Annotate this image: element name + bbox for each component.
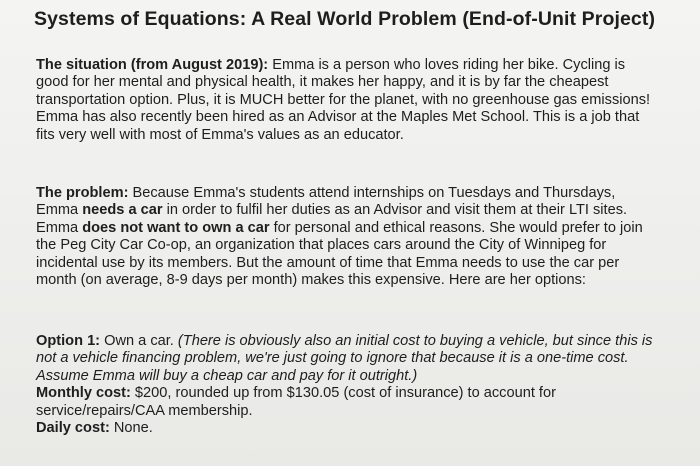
situation-line-3: transportation option. Plus, it is MUCH better for the planet, with no greenhouse gas emissions! (36, 91, 651, 108)
monthly-cost-line-2: service/repairs/CAA membership. (36, 402, 253, 419)
option-1-paragraph (36, 333, 696, 437)
page-title: Systems of Equations: A Real World Problem (End-of-Unit Project) (34, 8, 656, 30)
monthly-cost-label: Monthly cost: (36, 385, 131, 402)
problem-line-1: The problem: Because Emma's students attend internships on Tuesdays and Thursdays, (36, 185, 616, 201)
problem-line-5: incidental use by its members. But the amount of time that Emma needs to use the car per (36, 254, 620, 271)
option-1-line-2: not a vehicle financing problem, we're just going to ignore that because it is a one-time cost. (36, 350, 629, 367)
problem-line-6: month (on average, 8-9 days per month) makes this expensive. Here are her options: (36, 272, 586, 289)
problem-label: The problem: (36, 185, 129, 201)
needs-car-emphasis: needs a car (82, 202, 163, 219)
problem-line-2: Emma needs a car in order to fulfil her duties as an Advisor and visit them at their LTI sites. (36, 202, 628, 219)
daily-cost-label: Daily cost: (36, 420, 110, 437)
no-own-car-emphasis: does not want to own a car (82, 219, 270, 236)
situation-line-2: good for her mental and physical health, it makes her happy, and it is by far the cheapest (36, 74, 609, 91)
problem-line-3: Emma does not want to own a car for personal and ethical reasons. She would prefer to join (36, 219, 643, 236)
monthly-cost-line: Monthly cost: $200, rounded up from $130.05 (cost of insurance) to account for (36, 385, 556, 402)
situation-label: The situation (from August 2019): (36, 57, 269, 73)
option-1-line-3: Assume Emma will buy a cheap car and pay for it outright.) (36, 367, 418, 384)
situation-line-1: The situation (from August 2019): Emma is a person who loves riding her bike. Cycling is (36, 57, 626, 73)
situation-line-4: Emma has also recently been hired as an Advisor at the Maples Met School. This is a job that (36, 109, 640, 126)
daily-cost-line: Daily cost: None. (36, 420, 153, 437)
situation-paragraph (36, 57, 696, 144)
option-1-label: Option 1: (36, 333, 101, 349)
problem-paragraph (36, 185, 696, 289)
problem-line-4: the Peg City Car Co-op, an organization that places cars around the City of Winnipeg for (36, 237, 607, 254)
option-1-line-1: Option 1: Own a car. (There is obviously also an initial cost to buying a vehicle, but since this is (36, 333, 653, 349)
situation-line-5: fits very well with most of Emma's values as an educator. (36, 126, 404, 143)
